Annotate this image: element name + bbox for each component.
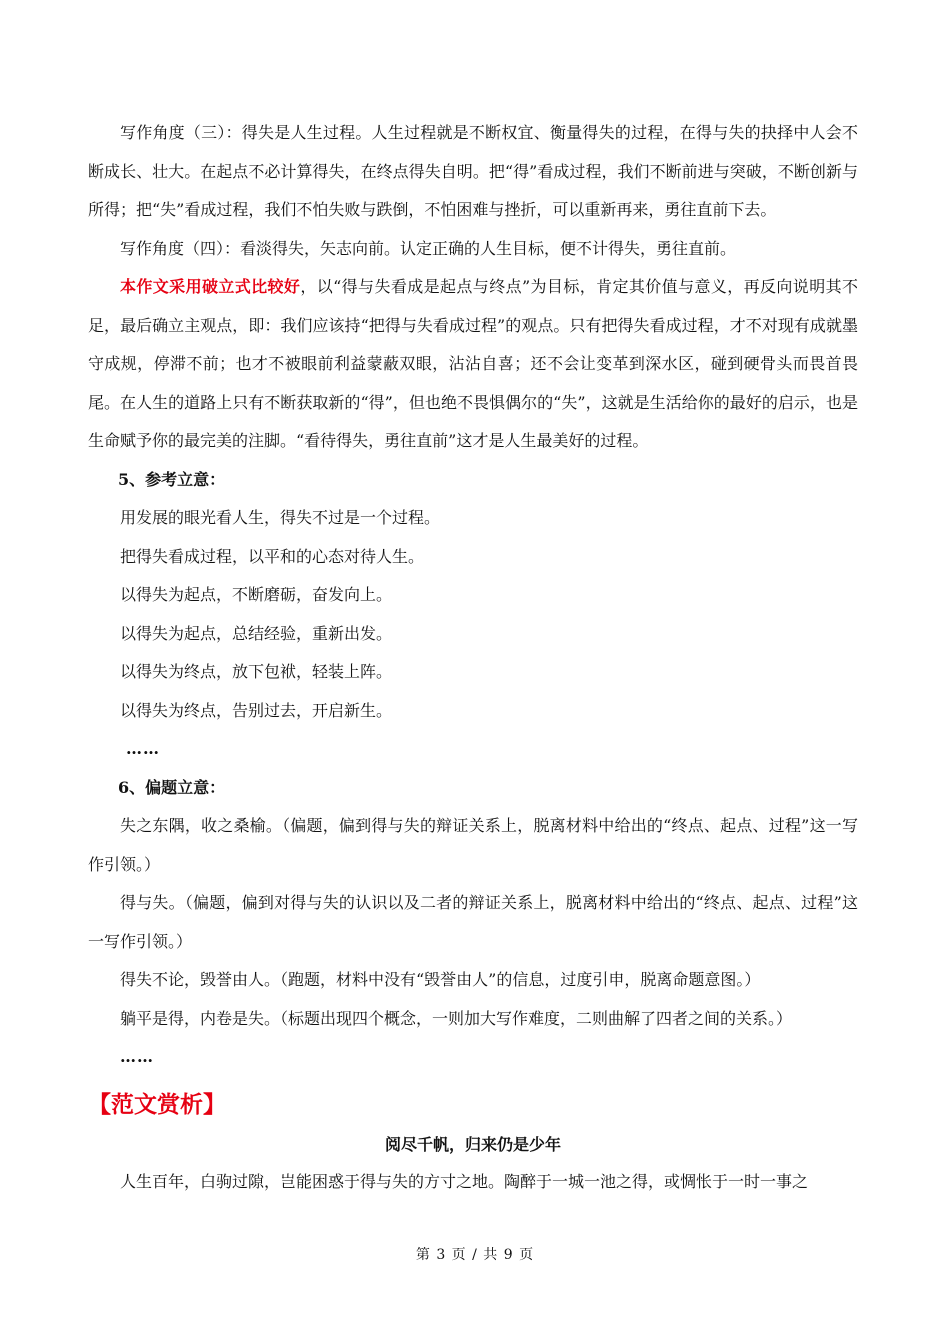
paragraph-angle-4: 写作角度（四）：看淡得失，矢志向前。认定正确的人生目标，便不计得失，勇往直前。 xyxy=(120,238,737,258)
reference-heading: 5、参考立意： xyxy=(118,469,226,489)
method-highlight: 本作文采用破立式比较好 xyxy=(120,277,301,296)
essay-first-line: 人生百年，白驹过隙，岂能困惑于得与失的方寸之地。陶醉于一城一池之得，或惆怅于一时一事之 xyxy=(120,1171,809,1191)
offtopic-item: 得与失。（偏题，偏到对得与失的认识以及二者的辩证关系上，脱离材料中给出的“终点、起点、过程”这一写作引领。） xyxy=(88,893,858,951)
reference-item: 以得失为终点，告别过去，开启新生。 xyxy=(120,700,393,720)
offtopic-ellipsis: …… xyxy=(120,1047,154,1066)
document-body xyxy=(88,114,858,1201)
offtopic-heading: 6、偏题立意： xyxy=(118,777,226,797)
reference-item: 以得失为起点，不断磨砺，奋发向上。 xyxy=(120,585,393,604)
section-title-model-essay: 【范文赏析】 xyxy=(88,1091,226,1118)
page-footer: 第 3 页 / 共 9 页 xyxy=(415,1247,535,1263)
essay-title: 阅尽千帆，归来仍是少年 xyxy=(384,1134,561,1154)
reference-item: 以得失为起点，总结经验，重新出发。 xyxy=(120,623,393,643)
reference-item: 以得失为终点，放下包袱，轻装上阵。 xyxy=(120,662,393,681)
offtopic-item: 失之东隅，收之桑榆。（偏题，偏到得与失的辩证关系上，脱离材料中给出的“终点、起点、过程”这一写作引领。） xyxy=(88,816,858,874)
method-text: ，以“得与失看成是起点与终点”为目标，肯定其价值与意义，再反向说明其不足，最后确立主观点，即：我们应该持“把得与失看成过程”的观点。只有把得失看成过程，才不对现有成就墨守成规，停滞不前；也才不被眼前利益蒙蔽双眼，沾沾自喜；还不会让变革到深水区，碰到硬骨头而畏首畏尾。在人生的道路上只有不断获取新的“得”，但也绝不畏惧偶尔的“失”，这就是生活给你的最好的启示，也是生命赋予你的最完美的注脚。“看待得失，勇往直前”这才是人生最美好的过程。 xyxy=(88,277,858,450)
reference-item: 把得失看成过程，以平和的心态对待人生。 xyxy=(120,546,425,566)
offtopic-item: 得失不论，毁誉由人。（跑题，材料中没有“毁誉由人”的信息，过度引申，脱离命题意图。） xyxy=(120,970,761,989)
offtopic-item: 躺平是得，内卷是失。（标题出现四个概念，一则加大写作难度，二则曲解了四者之间的关系。） xyxy=(120,1008,793,1028)
paragraph-angle-3: 写作角度（三）：得失是人生过程。人生过程就是不断权宜、衡量得失的过程，在得与失的抉择中人会不断成长、壮大。在起点不必计算得失，在终点得失自明。把“得”看成过程，我们不断前进与突破，不断创新与所得；把“失”看成过程，我们不怕失败与跌倒，不怕困难与挫折，可以重新再来，勇往直前下去。 xyxy=(88,123,858,219)
reference-ellipsis: …… xyxy=(126,739,160,758)
paragraph-method xyxy=(88,268,858,461)
reference-item: 用发展的眼光看人生，得失不过是一个过程。 xyxy=(120,508,441,527)
